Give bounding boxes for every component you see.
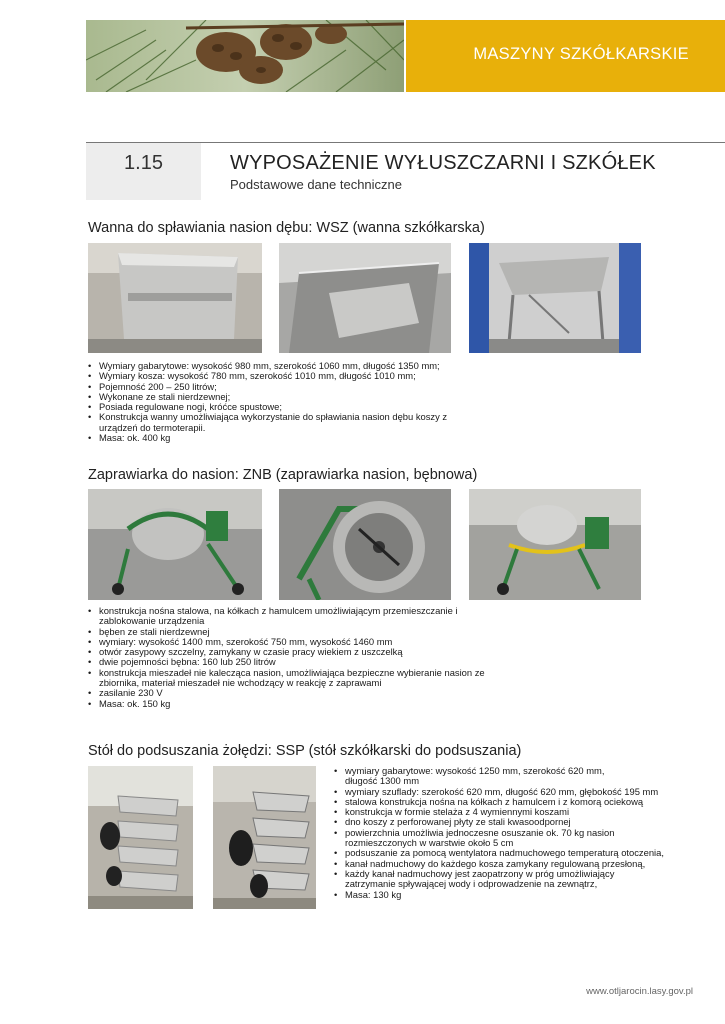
section-title: WYPOSAŻENIE WYŁUSZCZARNI I SZKÓŁEK	[230, 152, 656, 174]
spec-item: • Masa: ok. 400 kg	[88, 433, 488, 443]
spec-item: • konstrukcja mieszadeł nie kalecząca nasion, umożliwiająca bezpieczne wybieranie nasion ze zbiornika, materiał mieszadeł nie wchodzący w reakcję z zaprawami	[88, 668, 508, 689]
footer-website-link[interactable]: www.otljarocin.lasy.gov.pl	[586, 986, 693, 997]
tub-photo-stand	[469, 243, 641, 353]
spec-item: • Pojemność 200 – 250 litrów;	[88, 382, 488, 392]
product-heading-znb: Zaprawiarka do nasion: ZNB (zaprawiarka nasion, bębnowa)	[88, 467, 478, 483]
spec-item: • konstrukcja w formie stelaża z 4 wymiennymi koszami	[334, 807, 704, 817]
banner-title: MASZYNY SZKÓŁKARSKIE	[473, 45, 689, 63]
spec-item: • wymiary gabarytowe: wysokość 1250 mm, szerokość 620 mm, długość 1300 mm	[334, 766, 634, 787]
coater-photo-drum-inside	[279, 489, 451, 600]
coater-photo-tilted	[469, 489, 641, 600]
spec-item: • stalowa konstrukcja nośna na kółkach z hamulcem i z komorą ociekową	[334, 797, 704, 807]
spec-item: • podsuszanie za pomocą wentylatora nadmuchowego temperaturą otoczenia,	[334, 848, 664, 858]
banner-title-panel	[406, 20, 725, 92]
spec-item: • Wykonane ze stali nierdzewnej;	[88, 392, 488, 402]
spec-list-wsz	[88, 361, 488, 443]
spec-item: • powierzchnia umożliwia jednoczesne osuszanie ok. 70 kg nasion rozmieszczonych w warstwie około 5 cm	[334, 828, 654, 849]
drying-table-photo-side	[213, 766, 316, 909]
spec-item: • Wymiary kosza: wysokość 780 mm, szerokość 1010 mm, długość 1010 mm;	[88, 371, 488, 381]
tub-photo-front	[88, 243, 262, 353]
spec-item: • dno koszy z perforowanej płyty ze stali kwasoodpornej	[334, 817, 704, 827]
spec-item: • konstrukcja nośna stalowa, na kółkach z hamulcem umożliwiającym przemieszczanie i zablokowanie urządzenia	[88, 606, 488, 627]
spec-item: • bęben ze stali nierdzewnej	[88, 627, 528, 637]
section-number: 1.15	[124, 152, 163, 174]
spec-item: • Masa: 130 kg	[334, 890, 704, 900]
tub-photo-inside	[279, 243, 451, 353]
spec-item: • Masa: ok. 150 kg	[88, 699, 528, 709]
spec-item: • wymiary: wysokość 1400 mm, szerokość 750 mm, wysokość 1460 mm	[88, 637, 528, 647]
spec-item: • zasilanie 230 V	[88, 688, 528, 698]
spec-item: • wymiary szuflady: szerokość 620 mm, długość 620 mm, głębokość 195 mm	[334, 787, 704, 797]
section-number-box	[86, 143, 201, 200]
section-subtitle: Podstawowe dane techniczne	[230, 177, 403, 192]
header-banner	[86, 20, 725, 92]
product-heading-wsz: Wanna do spławiania nasion dębu: WSZ (wanna szkółkarska)	[88, 220, 485, 236]
spec-item: • Wymiary gabarytowe: wysokość 980 mm, szerokość 1060 mm, długość 1350 mm;	[88, 361, 488, 371]
spec-item: • dwie pojemności bębna: 160 lub 250 litrów	[88, 657, 528, 667]
spec-item: • każdy kanał nadmuchowy jest zaopatrzony w próg umożliwiający zatrzymanie spływającej wody i odprowadzenie na zewnątrz,	[334, 869, 659, 890]
pine-cones-banner-image	[86, 20, 404, 92]
product-heading-ssp: Stół do podsuszania żołędzi: SSP (stół szkółkarski do podsuszania)	[88, 743, 522, 759]
spec-item: • kanał nadmuchowy do każdego kosza zamykany regulowaną przesłoną,	[334, 859, 704, 869]
spec-item: • Posiada regulowane nogi, króćce spustowe;	[88, 402, 488, 412]
drying-table-photo-front	[88, 766, 193, 909]
spec-list-ssp	[334, 766, 704, 900]
coater-photo-side	[88, 489, 262, 600]
spec-item: • Konstrukcja wanny umożliwiająca wykorzystanie do spławiania nasion dębu koszy z urządzeń do termoterapii.	[88, 412, 483, 433]
spec-list-znb	[88, 606, 528, 709]
spec-item: • otwór zasypowy szczelny, zamykany w czasie pracy wiekiem z uszczelką	[88, 647, 528, 657]
